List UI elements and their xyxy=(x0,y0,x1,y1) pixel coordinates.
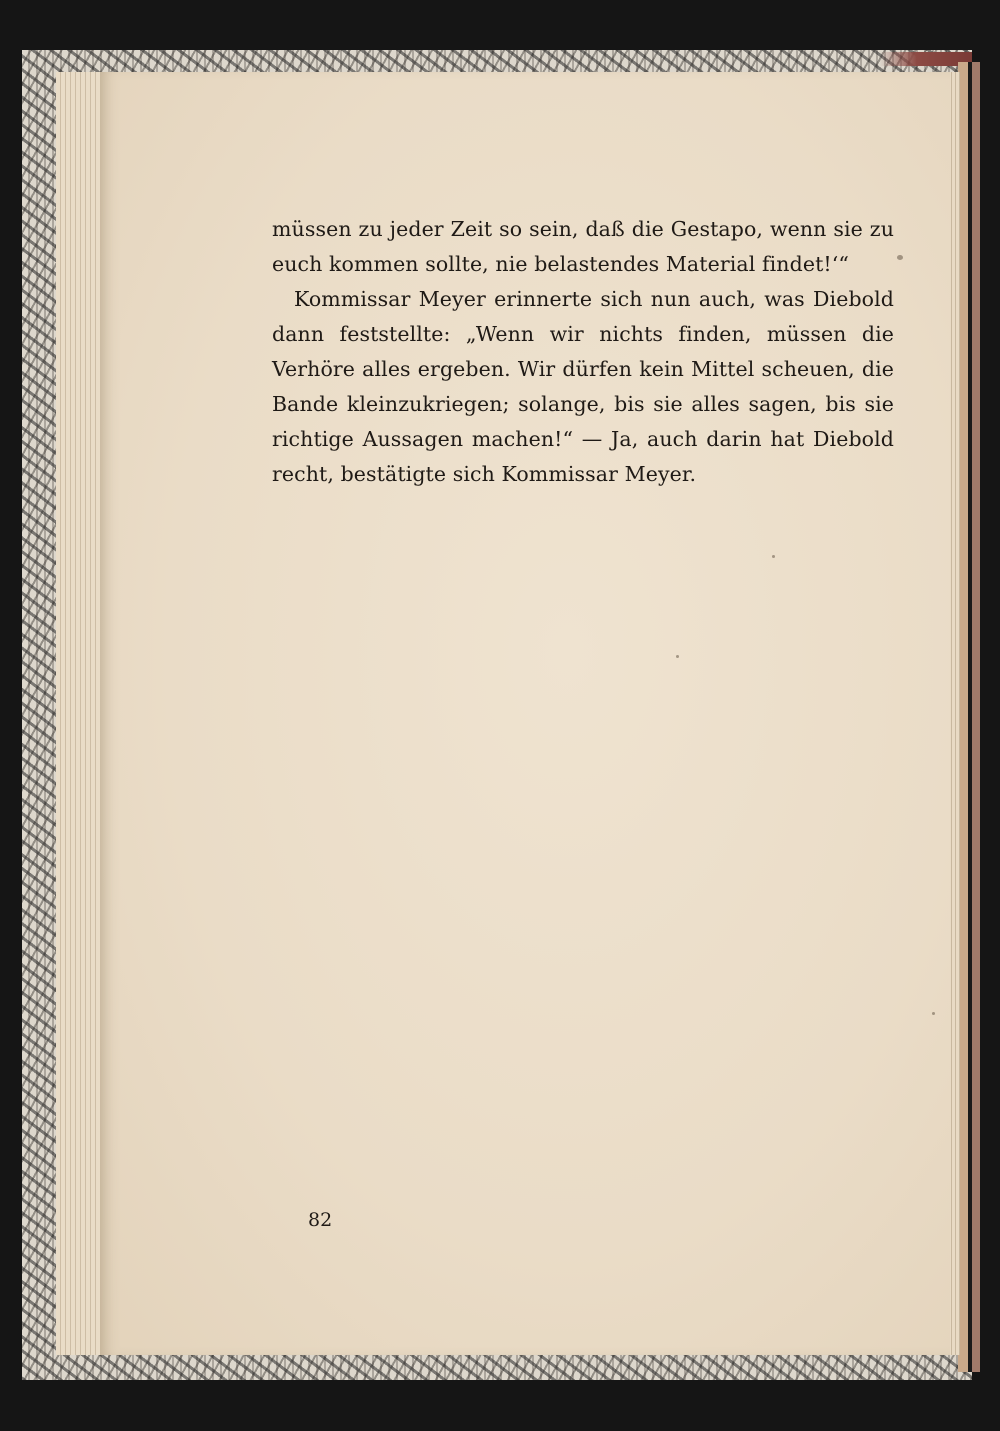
page-number: 82 xyxy=(308,1209,333,1231)
paragraph: Kommissar Meyer erinnerte sich nun auch, was Diebold dann feststellte: „Wenn wir nichts finden, müssen die Verhöre alles ergeben. Wir dürfen kein Mittel scheuen, die Bande kleinzukriegen; solange, bis sie alles sagen, bis sie richtige Aussagen machen!“ — Ja, auch darin hat Diebold recht, bestätigte sich Kommissar Meyer. xyxy=(272,287,894,486)
paper-speck xyxy=(932,1012,935,1015)
paper-speck xyxy=(772,555,775,558)
book-cover-right-edge xyxy=(958,62,1000,1372)
body-text xyxy=(272,212,894,492)
paper-speck xyxy=(676,655,679,658)
book-page xyxy=(100,72,950,1355)
paper-speck xyxy=(897,255,903,260)
paragraph-continuation: müssen zu jeder Zeit so sein, daß die Gestapo, wenn sie zu euch kommen sollte, nie belastendes Material findet!‘“ xyxy=(272,217,894,276)
